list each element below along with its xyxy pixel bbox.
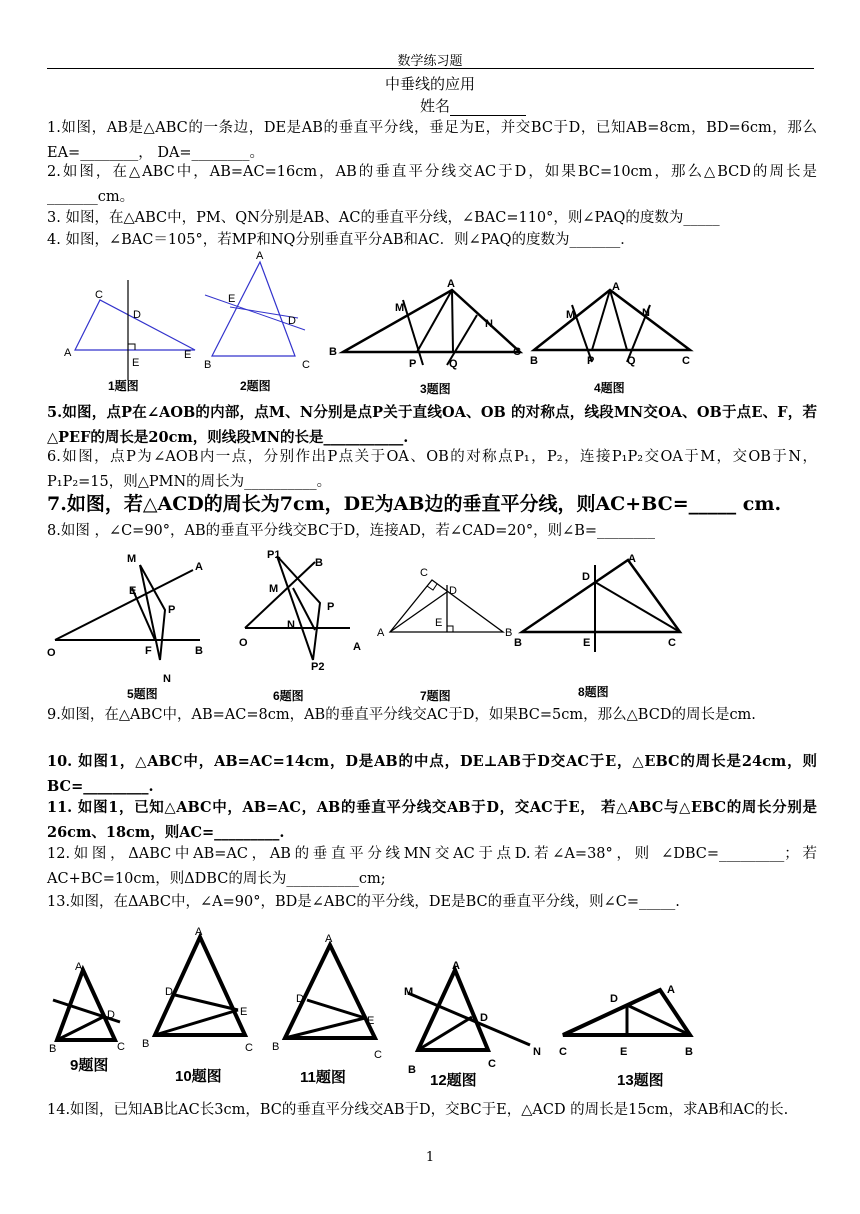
svg-text:B: B: [272, 1041, 280, 1053]
svg-text:E: E: [435, 617, 443, 629]
caption-12: 12题图: [430, 1072, 477, 1089]
svg-text:C: C: [682, 355, 690, 367]
svg-text:N: N: [287, 619, 295, 631]
svg-text:D: D: [133, 309, 141, 321]
caption-9: 9题图: [70, 1057, 109, 1074]
figure-2: [200, 250, 320, 395]
question-8: 8.如图 ，∠C=90°，AB的垂直平分线交BC于D，连接AD，若∠CAD=20°，则∠B=________: [47, 523, 656, 539]
svg-text:E: E: [132, 357, 140, 369]
svg-text:B: B: [142, 1038, 150, 1050]
figure-12: [400, 955, 555, 1090]
svg-text:B: B: [514, 637, 522, 649]
svg-text:N: N: [485, 318, 493, 330]
svg-text:B: B: [315, 557, 323, 569]
svg-text:M: M: [404, 986, 414, 998]
svg-text:A: A: [256, 250, 264, 262]
figure-6: [235, 548, 375, 703]
svg-text:M: M: [127, 553, 137, 565]
page-header: 数学练习题: [397, 54, 463, 69]
name-field: [420, 95, 526, 116]
svg-text:M: M: [566, 309, 576, 321]
svg-text:C: C: [117, 1041, 125, 1053]
question-3: 3. 如图，在△ABC中，PM、QN分别是AB、AC的垂直平分线，∠BAC=110°，则∠PAQ的度数为_____: [47, 210, 720, 226]
name-blank: [450, 101, 526, 116]
question-2: 2.如图，在△ABC中，AB=AC=16cm，AB的垂直平分线交AC于D，如果BC=10cm，那么△BCD的周长是_______cm。: [47, 164, 817, 205]
svg-text:B: B: [530, 355, 538, 367]
figure-5: [45, 550, 215, 700]
svg-text:D: D: [107, 1009, 115, 1021]
question-5: 5.如图，点P在∠AOB的内部，点M、N分别是点P关于直线OA、OB 的对称点，线段MN交OA、OB于点E、F，若△PEF的周长是20cm，则线段MN的长是___________.: [47, 404, 817, 446]
svg-text:C: C: [374, 1049, 382, 1061]
svg-text:A: A: [612, 281, 620, 293]
svg-text:A: A: [325, 933, 333, 945]
svg-text:A: A: [377, 627, 385, 639]
svg-text:M: M: [395, 302, 405, 314]
caption-5: 5题图: [127, 687, 158, 701]
svg-text:D: D: [288, 315, 296, 327]
question-13: 13.如图，在ΔABC中，∠A=90°，BD是∠ABC的平分线，DE是BC的垂直平分线，则∠C=_____.: [47, 894, 680, 910]
figure-1: [60, 280, 210, 395]
svg-text:A: A: [195, 926, 203, 938]
svg-text:C: C: [302, 359, 310, 371]
page-number: 1: [425, 1150, 435, 1165]
question-10: 10. 如图1，△ABC中，AB=AC=14cm，D是AB的中点，DE⊥AB于D交AC于E，△EBC的周长是24cm，则BC=_________.: [47, 753, 817, 795]
question-9: 9.如图，在△ABC中，AB=AC=8cm，AB的垂直平分线交AC于D，如果BC=5cm，那么△BCD的周长是cm.: [47, 707, 756, 723]
svg-text:P: P: [168, 604, 176, 616]
question-14: 14.如图，已知AB比AC长3cm，BC的垂直平分线交AB于D，交BC于E，△ACD 的周长是15cm，求AB和AC的长.: [47, 1102, 789, 1118]
svg-text:P: P: [327, 601, 335, 613]
svg-text:P: P: [587, 355, 595, 367]
svg-text:E: E: [129, 585, 137, 597]
caption-3: 3题图: [420, 382, 451, 396]
svg-text:D: D: [582, 571, 590, 583]
svg-text:E: E: [620, 1046, 628, 1058]
caption-11: 11题图: [300, 1069, 346, 1086]
svg-text:N: N: [533, 1046, 541, 1058]
figure-7: [375, 560, 525, 705]
figure-8: [510, 550, 710, 700]
svg-text:M: M: [269, 583, 279, 595]
question-11: 11. 如图1，已知△ABC中，AB=AC，AB的垂直平分线交AB于D，交AC于E， 若△ABC与△EBC的周长分别是26cm、18cm，则AC=_________.: [47, 799, 817, 841]
svg-text:P: P: [409, 358, 417, 370]
svg-text:D: D: [165, 986, 173, 998]
svg-text:A: A: [628, 553, 636, 565]
svg-text:A: A: [667, 984, 675, 996]
svg-text:Q: Q: [627, 355, 636, 367]
svg-text:D: D: [480, 1012, 488, 1024]
svg-text:C: C: [420, 567, 428, 579]
svg-text:E: E: [367, 1015, 375, 1027]
svg-text:D: D: [610, 993, 618, 1005]
figure-4: [522, 280, 707, 395]
caption-4: 4题图: [594, 381, 625, 395]
figure-9: [45, 960, 135, 1075]
svg-text:B: B: [329, 346, 337, 358]
svg-text:A: A: [452, 960, 460, 972]
svg-text:P1: P1: [267, 549, 281, 561]
svg-text:N: N: [163, 673, 171, 685]
caption-2: 2题图: [240, 379, 271, 393]
svg-text:A: A: [195, 561, 203, 573]
svg-text:A: A: [75, 961, 83, 973]
figure-3: [325, 275, 530, 395]
svg-text:Q: Q: [449, 358, 458, 370]
figure-10: [140, 925, 270, 1085]
svg-text:A: A: [353, 641, 361, 653]
question-7: 7.如图，若△ACD的周长为7cm，DE为AB边的垂直平分线，则AC+BC=_____ cm.: [47, 493, 782, 515]
svg-text:C: C: [488, 1058, 496, 1070]
header-rule: [47, 68, 814, 69]
svg-text:A: A: [64, 347, 72, 359]
question-12: 12.如图，ΔABC中AB=AC，AB的垂直平分线MN交AC于点D.若∠A=38°，则 ∠DBC=_________；若AC+BC=10cm，则ΔDBC的周长为__________cm;: [47, 846, 817, 887]
svg-text:C: C: [559, 1046, 567, 1058]
figure-13: [555, 975, 715, 1090]
figure-11: [270, 930, 395, 1090]
worksheet-title: 中垂线的应用: [384, 75, 475, 93]
caption-1: 1题图: [108, 379, 139, 393]
svg-text:B: B: [408, 1064, 416, 1076]
svg-text:N: N: [642, 307, 650, 319]
question-6: 6.如图，点P为∠AOB内一点，分别作出P点关于OA、OB的对称点P₁，P₂，连接P₁P₂交OA于M，交OB于N，P₁P₂=15，则△PMN的周长为__________。: [47, 449, 817, 490]
name-label: 姓名: [420, 97, 451, 115]
svg-text:B: B: [204, 359, 212, 371]
svg-text:O: O: [47, 647, 56, 659]
question-1: 1.如图，AB是△ABC的一条边，DE是AB的垂直平分线，垂足为E，并交BC于D，已知AB=8cm，BD=6cm，那么 EA=________， DA=________。: [47, 120, 817, 161]
caption-10: 10题图: [175, 1068, 222, 1085]
caption-6: 6题图: [273, 689, 304, 703]
svg-text:C: C: [513, 346, 521, 358]
svg-text:O: O: [239, 637, 248, 649]
svg-text:E: E: [228, 293, 236, 305]
svg-text:E: E: [583, 637, 591, 649]
svg-text:B: B: [685, 1046, 693, 1058]
caption-13: 13题图: [617, 1072, 664, 1089]
svg-text:E: E: [240, 1006, 248, 1018]
svg-text:E: E: [184, 349, 192, 361]
svg-text:P2: P2: [311, 661, 325, 673]
svg-text:B: B: [195, 645, 203, 657]
caption-8: 8题图: [578, 685, 609, 699]
svg-text:B: B: [505, 627, 513, 639]
caption-7: 7题图: [420, 689, 451, 703]
svg-text:C: C: [95, 289, 103, 301]
svg-text:F: F: [145, 645, 152, 657]
svg-text:A: A: [447, 278, 455, 290]
svg-text:D: D: [449, 585, 457, 597]
svg-text:D: D: [296, 993, 304, 1005]
svg-text:C: C: [245, 1042, 253, 1054]
svg-text:C: C: [668, 637, 676, 649]
svg-text:B: B: [49, 1043, 57, 1055]
question-4: 4. 如图，∠BAC＝105°，若MP和NQ分别垂直平分AB和AC．则∠PAQ的度数为_______．: [47, 232, 635, 248]
